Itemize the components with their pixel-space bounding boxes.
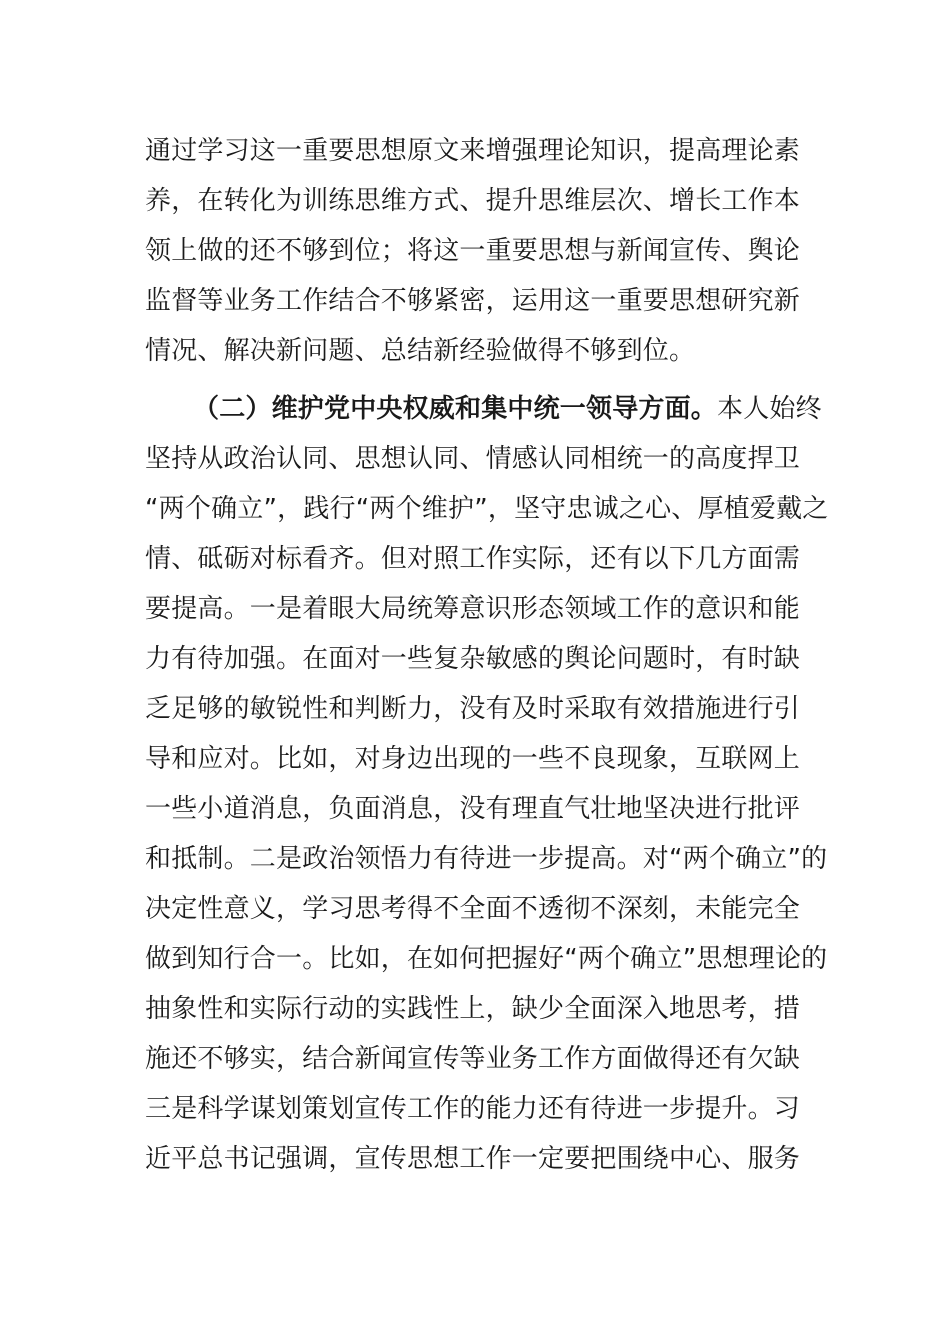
paragraph-line: 领上做的还不够到位；将这一重要思想与新闻宣传、舆论: [145, 236, 801, 266]
paragraph-line: 和抵制。二是政治领悟力有待进一步提高。对“两个确立”的: [145, 844, 828, 874]
paragraph-line: 导和应对。比如，对身边出现的一些不良现象，互联网上: [145, 744, 801, 774]
paragraph-line: 近平总书记强调，宣传思想工作一定要把围绕中心、服务: [145, 1144, 801, 1174]
paragraph-line: 乏足够的敏锐性和判断力，没有及时采取有效措施进行引: [145, 694, 801, 724]
paragraph-line: “两个确立”，践行“两个维护”，坚守忠诚之心、厚植爱戴之: [145, 494, 829, 524]
paragraph-line: 力有待加强。在面对一些复杂敏感的舆论问题时，有时缺: [145, 644, 801, 674]
paragraph-2: [145, 384, 829, 1184]
paragraph-line: 做到知行合一。比如，在如何把握好“两个确立”思想理论的: [145, 944, 828, 974]
paragraph-line: 通过学习这一重要思想原文来增强理论知识，提高理论素: [145, 136, 801, 166]
paragraph-line: 监督等业务工作结合不够紧密，运用这一重要思想研究新: [145, 286, 801, 316]
paragraph-line: 要提高。一是着眼大局统筹意识形态领域工作的意识和能: [145, 594, 801, 624]
paragraph-line: 施还不够实，结合新闻宣传等业务工作方面做得还有欠缺: [145, 1044, 801, 1074]
paragraph-first-line: [145, 384, 822, 434]
first-line-text: 本人始终: [717, 394, 822, 424]
paragraph-line: 决定性意义，学习思考得不全面不透彻不深刻，未能完全: [145, 894, 801, 924]
section-heading: （二）维护党中央权威和集中统一领导方面。: [193, 394, 718, 424]
paragraph-line: 情况、解决新问题、总结新经验做得不够到位。: [145, 336, 696, 366]
paragraph-line: 三是科学谋划策划宣传工作的能力还有待进一步提升。习: [145, 1094, 801, 1124]
paragraph-line: 抽象性和实际行动的实践性上，缺少全面深入地思考，措: [145, 994, 801, 1024]
paragraph-line: 一些小道消息，负面消息，没有理直气壮地坚决进行批评: [145, 794, 801, 824]
paragraph-line: 养，在转化为训练思维方式、提升思维层次、增长工作本: [145, 186, 801, 216]
paragraph-line: 情、砥砺对标看齐。但对照工作实际，还有以下几方面需: [145, 544, 801, 574]
paragraph-line: 坚持从政治认同、思想认同、情感认同相统一的高度捍卫: [145, 444, 801, 474]
paragraph-1: [145, 126, 815, 376]
